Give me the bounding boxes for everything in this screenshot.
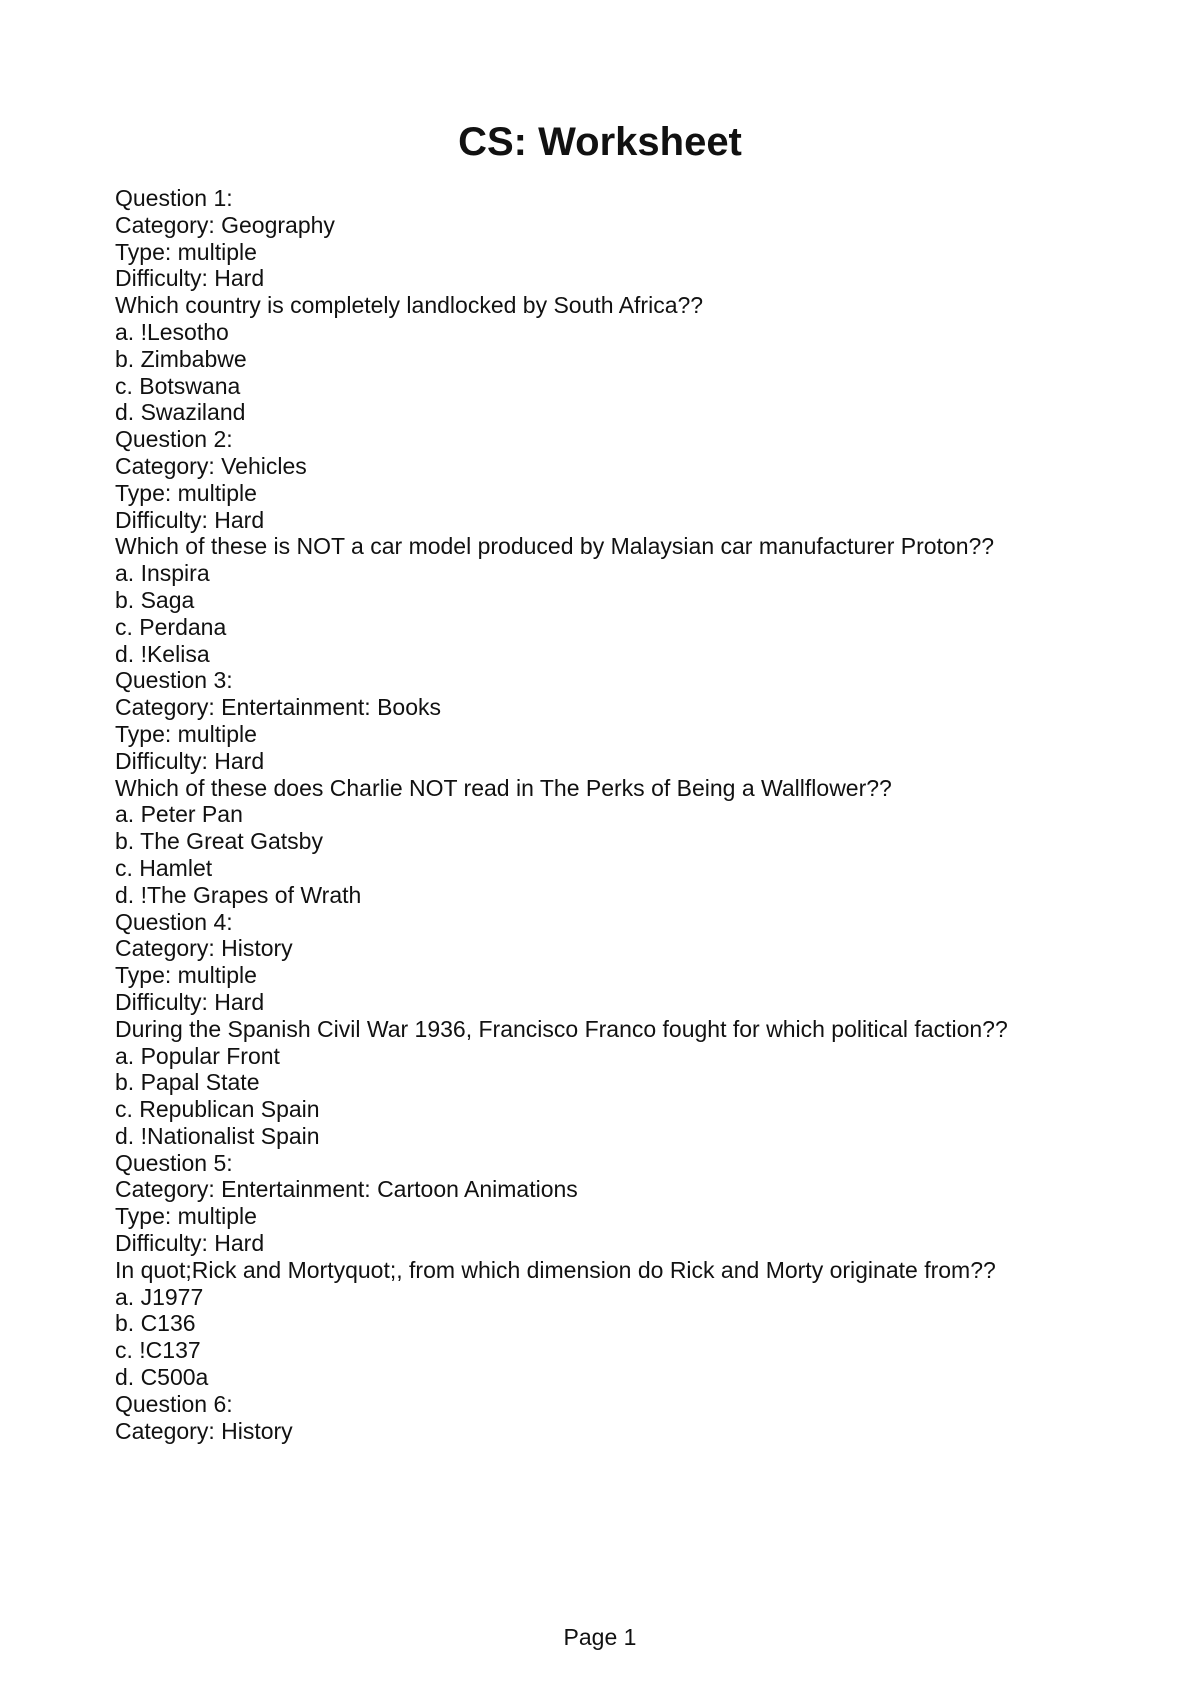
question-difficulty: Difficulty: Hard — [115, 988, 265, 1015]
question-category: Category: Entertainment: Books — [115, 694, 441, 721]
question-heading: Question 1: — [115, 185, 233, 211]
answer-option: c. Botswana — [115, 372, 241, 399]
answer-option: b. The Great Gatsby — [115, 828, 323, 855]
question-text: Which country is completely landlocked by South Africa?? — [115, 292, 704, 319]
question-category: Category: Geography — [115, 211, 335, 238]
answer-option: b. C136 — [115, 1310, 196, 1337]
question-block — [115, 185, 1115, 426]
question-block — [115, 667, 1115, 908]
answer-option: b. Papal State — [115, 1069, 260, 1096]
answer-option: a. !Lesotho — [115, 318, 229, 345]
answer-option: c. Perdana — [115, 613, 227, 640]
answer-option: d. !The Grapes of Wrath — [115, 881, 362, 908]
question-difficulty: Difficulty: Hard — [115, 1230, 265, 1257]
answer-option: b. Saga — [115, 586, 195, 613]
question-block — [115, 426, 1115, 667]
question-type: Type: multiple — [115, 962, 257, 989]
question-type: Type: multiple — [115, 238, 257, 265]
question-heading: Question 2: — [115, 426, 233, 453]
question-heading: Question 6: — [115, 1390, 233, 1417]
question-category: Category: History — [115, 935, 293, 962]
answer-option: a. Peter Pan — [115, 801, 243, 828]
question-heading: Question 4: — [115, 908, 233, 935]
question-heading: Question 3: — [115, 667, 233, 694]
question-difficulty: Difficulty: Hard — [115, 747, 265, 774]
question-block — [115, 909, 1115, 1150]
question-category: Category: Vehicles — [115, 452, 307, 479]
page-title: CS: Worksheet — [458, 120, 742, 164]
answer-option: b. Zimbabwe — [115, 345, 247, 372]
question-type: Type: multiple — [115, 720, 257, 747]
question-difficulty: Difficulty: Hard — [115, 506, 265, 533]
answer-option: d. !Nationalist Spain — [115, 1122, 320, 1149]
question-category: Category: History — [115, 1417, 293, 1444]
question-type: Type: multiple — [115, 1203, 257, 1230]
question-category: Category: Entertainment: Cartoon Animations — [115, 1176, 578, 1203]
answer-option: d. C500a — [115, 1364, 209, 1391]
question-block — [115, 1391, 1115, 1445]
answer-option: d. Swaziland — [115, 399, 246, 426]
question-text: During the Spanish Civil War 1936, Francisco Franco fought for which political faction?? — [115, 1015, 1008, 1042]
answer-option: a. J1977 — [115, 1283, 204, 1310]
question-text: In quot;Rick and Mortyquot;, from which dimension do Rick and Morty originate from?? — [115, 1256, 996, 1283]
page-number: Page 1 — [563, 1624, 637, 1650]
answer-option: a. Popular Front — [115, 1042, 280, 1069]
answer-option: a. Inspira — [115, 560, 210, 587]
question-block — [115, 1150, 1115, 1391]
answer-option: c. Hamlet — [115, 854, 213, 881]
question-difficulty: Difficulty: Hard — [115, 265, 265, 292]
question-type: Type: multiple — [115, 479, 257, 506]
question-text: Which of these does Charlie NOT read in The Perks of Being a Wallflower?? — [115, 774, 892, 801]
question-heading: Question 5: — [115, 1149, 233, 1176]
question-text: Which of these is NOT a car model produced by Malaysian car manufacturer Proton?? — [115, 533, 995, 560]
question-list — [115, 185, 1115, 1444]
answer-option: d. !Kelisa — [115, 640, 210, 667]
answer-option: c. Republican Spain — [115, 1096, 320, 1123]
answer-option: c. !C137 — [115, 1337, 201, 1364]
